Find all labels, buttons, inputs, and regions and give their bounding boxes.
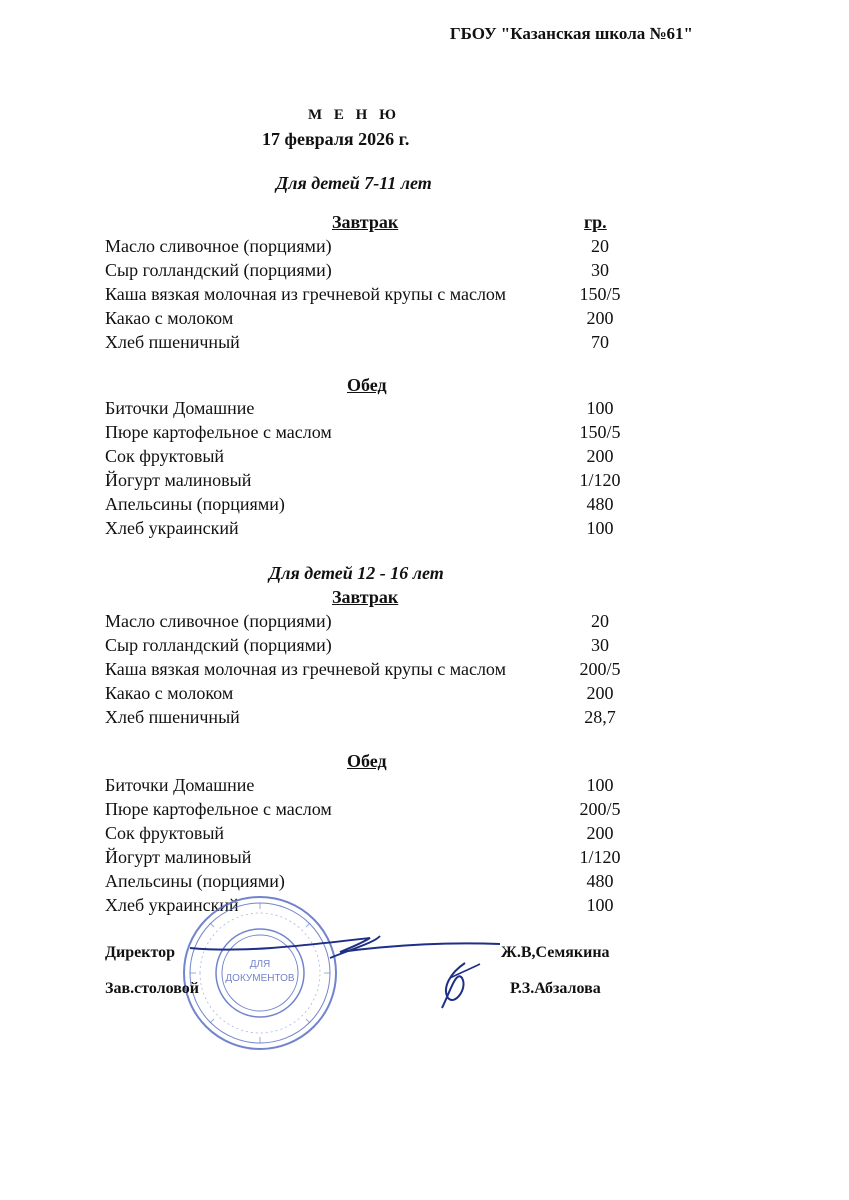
list-item [105,332,640,356]
item-qty: 28,7 [584,707,616,727]
director-label: Директор [105,944,175,961]
list-item [105,446,640,470]
item-name: Сок фруктовый [105,823,225,843]
item-name: Хлеб пшеничный [105,332,240,352]
item-name: Пюре картофельное с маслом [105,799,332,819]
item-qty: 100 [586,775,614,795]
item-name: Какао с молоком [105,308,234,328]
canteen-head-label: Зав.столовой [105,980,199,997]
item-qty: 100 [586,398,614,418]
list-item [105,707,640,731]
item-name: Хлеб украинский [105,518,239,538]
stamp-text-1: ДЛЯ [249,959,271,970]
item-qty: 70 [591,332,609,352]
item-qty: 480 [586,871,614,891]
item-qty: 150/5 [579,422,621,442]
list-item [105,683,640,707]
item-name: Масло сливочное (порциями) [105,236,332,256]
stamp-text-2: ДОКУМЕНТОВ [225,973,295,984]
item-name: Биточки Домашние [105,398,255,418]
list-item [105,611,640,635]
item-qty: 200/5 [579,659,621,679]
canteen-head-name: Р.З.Абзалова [510,980,601,997]
item-qty: 100 [586,518,614,538]
list-item [105,518,640,542]
item-qty: 200 [586,446,614,466]
item-name: Сок фруктовый [105,446,225,466]
item-qty: 200 [586,308,614,328]
menu-date: 17 февраля 2026 г. [262,129,410,149]
list-item [105,799,640,823]
list-item [105,847,640,871]
list-item [105,775,640,799]
item-qty: 1/120 [579,847,621,867]
item-qty: 150/5 [579,284,621,304]
item-name: Масло сливочное (порциями) [105,611,332,631]
menu-title: М Е Н Ю [308,107,400,123]
item-name: Пюре картофельное с маслом [105,422,332,442]
list-item [105,398,640,422]
item-qty: 20 [591,611,609,631]
list-item [105,236,640,260]
group-title-7-11: Для детей 7-11 лет [276,173,432,193]
item-name: Апельсины (порциями) [105,494,285,514]
lunch-title-12-16: Обед [347,751,387,771]
item-name: Каша вязкая молочная из гречневой крупы с маслом [105,659,506,679]
item-name: Сыр голландский (порциями) [105,635,332,655]
breakfast-title-12-16: Завтрак [332,587,399,607]
school-name: ГБОУ "Казанская школа №61" [449,24,693,43]
item-name: Хлеб украинский [105,895,239,915]
group-title-12-16: Для детей 12 - 16 лет [269,563,444,583]
item-qty: 1/120 [579,470,621,490]
list-item [105,823,640,847]
item-qty: 30 [591,260,609,280]
list-item [105,494,640,518]
item-qty: 200 [586,683,614,703]
list-item [105,635,640,659]
item-qty: 30 [591,635,609,655]
breakfast-title-7-11: Завтрак [332,212,399,232]
item-name: Хлеб пшеничный [105,707,240,727]
item-name: Биточки Домашние [105,775,255,795]
list-item [105,871,640,895]
lunch-title-7-11: Обед [347,375,387,395]
item-name: Йогурт малиновый [105,847,252,867]
item-qty: 480 [586,494,614,514]
item-qty: 200/5 [579,799,621,819]
list-item [105,260,640,284]
item-name: Апельсины (порциями) [105,871,285,891]
list-item [105,284,640,308]
item-name: Сыр голландский (порциями) [105,260,332,280]
list-item [105,422,640,446]
item-name: Какао с молоком [105,683,234,703]
item-name: Йогурт малиновый [105,470,252,490]
item-qty: 200 [586,823,614,843]
director-name: Ж.В,Семякина [501,944,610,961]
list-item [105,659,640,683]
signature-icon [180,918,520,1018]
item-name: Каша вязкая молочная из гречневой крупы с маслом [105,284,506,304]
list-item [105,308,640,332]
grams-header: гр. [584,212,607,232]
item-qty: 20 [591,236,609,256]
list-item [105,470,640,494]
item-qty: 100 [586,895,614,915]
